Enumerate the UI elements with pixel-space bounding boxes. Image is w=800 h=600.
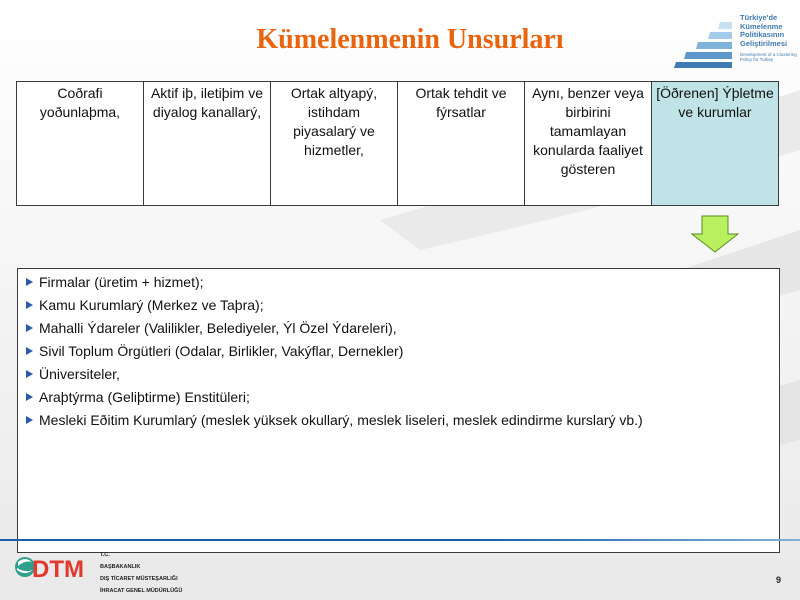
feature-cell: Ortak tehdit ve fýrsatlar [398,82,525,206]
cluster-features-table [16,81,779,206]
list-item: Üniversiteler, [26,365,120,383]
list-item: Kamu Kurumlarý (Merkez ve Taþra); [26,296,264,314]
logo-subtitle: Development of a Clustering Policy for Turkey [740,52,797,62]
down-arrow-icon [690,214,740,254]
list-item: Firmalar (üretim + hizmet); [26,273,204,291]
feature-cell: Aktif iþ, iletiþim ve diyalog kanallarý, [144,82,271,206]
slide-title: Kümelenmenin Unsurları [256,24,564,55]
bullet-icon [26,324,33,332]
cluster-members-box [17,268,780,553]
feature-cell: Ortak altyapý, istihdam piyasalarý ve hizmetler, [271,82,398,206]
bullet-icon [26,416,33,424]
feature-cell: Coðrafi yoðunlaþma, [17,82,144,206]
bullet-icon [26,370,33,378]
list-item: Araþtýrma (Geliþtirme) Enstitüleri; [26,388,250,406]
page-number: 9 [776,575,782,585]
feature-cell: Aynı, benzer veya birbirini tamamlayan konularda faaliyet gösteren [525,82,652,206]
bullet-icon [26,347,33,355]
dtm-logo-text: DTM [32,556,84,583]
bullet-icon [26,278,33,286]
bullet-icon [26,393,33,401]
list-item: Mahalli Ýdareler (Valilikler, Belediyeler, Ýl Özel Ýdareleri), [26,319,397,337]
feature-cell-highlighted: [Öðrenen] Ýþletme ve kurumlar [652,82,779,206]
stairs-logo-icon [672,18,738,70]
organization-name: T.C. BAŞBAKANLIK DIŞ TİCARET MÜSTEŞARLIĞI İHRACAT GENEL MÜDÜRLÜĞÜ [100,552,183,594]
list-item: Mesleki Eðitim Kurumlarý (meslek yüksek okullarý, meslek liseleri, meslek edindirme kurslarý vb.) [26,411,643,429]
logo-text: Türkiye'de Kümelenme Politikasının Geliştirilmesi [740,13,788,48]
footer-divider [0,539,800,541]
dtm-logo [12,550,84,584]
features-row [17,82,779,206]
list-item: Sivil Toplum Örgütleri (Odalar, Birlikler, Vakýflar, Dernekler) [26,342,403,360]
bullet-icon [26,301,33,309]
project-logo [672,12,796,76]
